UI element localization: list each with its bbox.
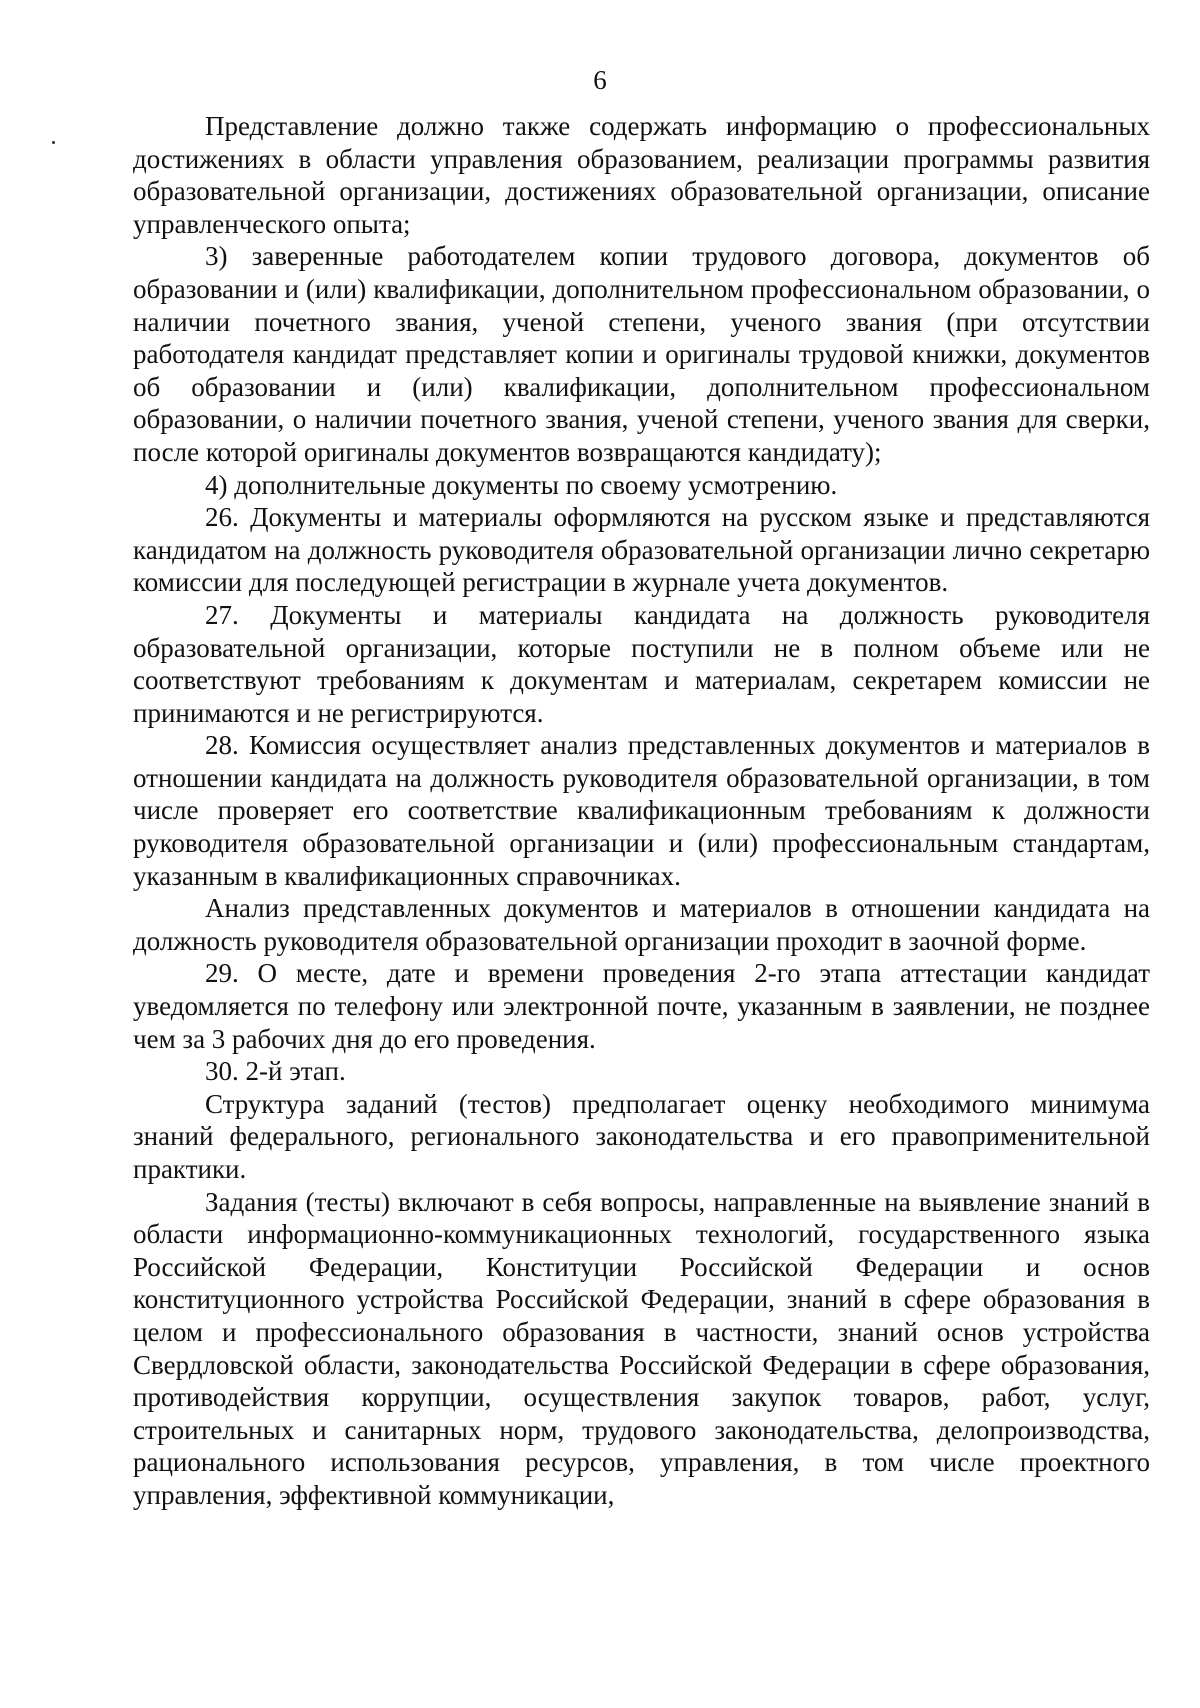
- paragraph-item-3: 3) заверенные работодателем копии трудового договора, документов об образовании и (или) квалификации, дополнительном профессиональном образовании, о наличии почетного звания, ученой степени, ученого звания (при отсутствии работодателя кандидат представляет копии и оригиналы трудовой книжки, документов об образовании и (или) квалификации, дополнительном профессиональном образовании, о наличии почетного звания, ученой степени, ученого звания для сверки, после которой оригиналы документов возвращаются кандидату);: [133, 241, 1150, 467]
- paragraph-clause-27: 27. Документы и материалы кандидата на должность руководителя образовательной организации, которые поступили не в полном объеме или не соответствуют требованиям к документам и материалам, секретарем комиссии не принимаются и не регистрируются.: [133, 599, 1150, 728]
- paragraph-representation: Представление должно также содержать информацию о профессиональных достижениях в области управления образованием, реализации программы развития образовательной организации, достижениях образовательной организации, описание управленческого опыта;: [133, 111, 1150, 239]
- paragraph-clause-28: 28. Комиссия осуществляет анализ представленных документов и материалов в отношении кандидата на должность руководителя образовательной организации, в том числе проверяет его соответствие квалификационным требованиям к должности руководителя образовательной организации и (или) профессиональным стандартам, указанным в квалификационных справочниках.: [133, 730, 1150, 891]
- paragraph-item-4: 4) дополнительные документы по своему усмотрению.: [205, 469, 838, 500]
- paragraph-clause-30: 30. 2-й этап.: [205, 1056, 346, 1087]
- paragraph-analysis: Анализ представленных документов и материалов в отношении кандидата на должность руководителя образовательной организации проходит в заочной форме.: [133, 893, 1150, 956]
- scan-speck: [52, 141, 55, 144]
- paragraph-task-contents: Задания (тесты) включают в себя вопросы, направленные на выявление знаний в области информационно-коммуникационных технологий, государственного языка Российской Федерации, Конституции Российской Федерации и основ конституционного устройства Российской Федерации, знаний в сфере образования в целом и профессионального образования в частности, знаний основ устройства Свердловской области, законодательства Российской Федерации в сфере образования, противодействия коррупции, осуществления закупок товаров, работ, услуг, строительных и санитарных норм, трудового законодательства, делопроизводства, рационального использования ресурсов, управления, в том числе проектного управления, эффективной коммуникации,: [133, 1186, 1150, 1510]
- paragraph-clause-29: 29. О месте, дате и времени проведения 2-го этапа аттестации кандидат уведомляется по телефону или электронной почте, указанным в заявлении, не позднее чем за 3 рабочих дня до его проведения.: [133, 958, 1150, 1054]
- document-body: [133, 110, 1150, 1512]
- page-number: 6: [593, 65, 607, 95]
- paragraph-task-structure: Структура заданий (тестов) предполагает оценку необходимого минимума знаний федерального, регионального законодательства и его правоприменительной практики.: [133, 1088, 1150, 1184]
- paragraph-clause-26: 26. Документы и материалы оформляются на русском языке и представляются кандидатом на должность руководителя образовательной организации лично секретарю комиссии для последующей регистрации в журнале учета документов.: [133, 502, 1150, 598]
